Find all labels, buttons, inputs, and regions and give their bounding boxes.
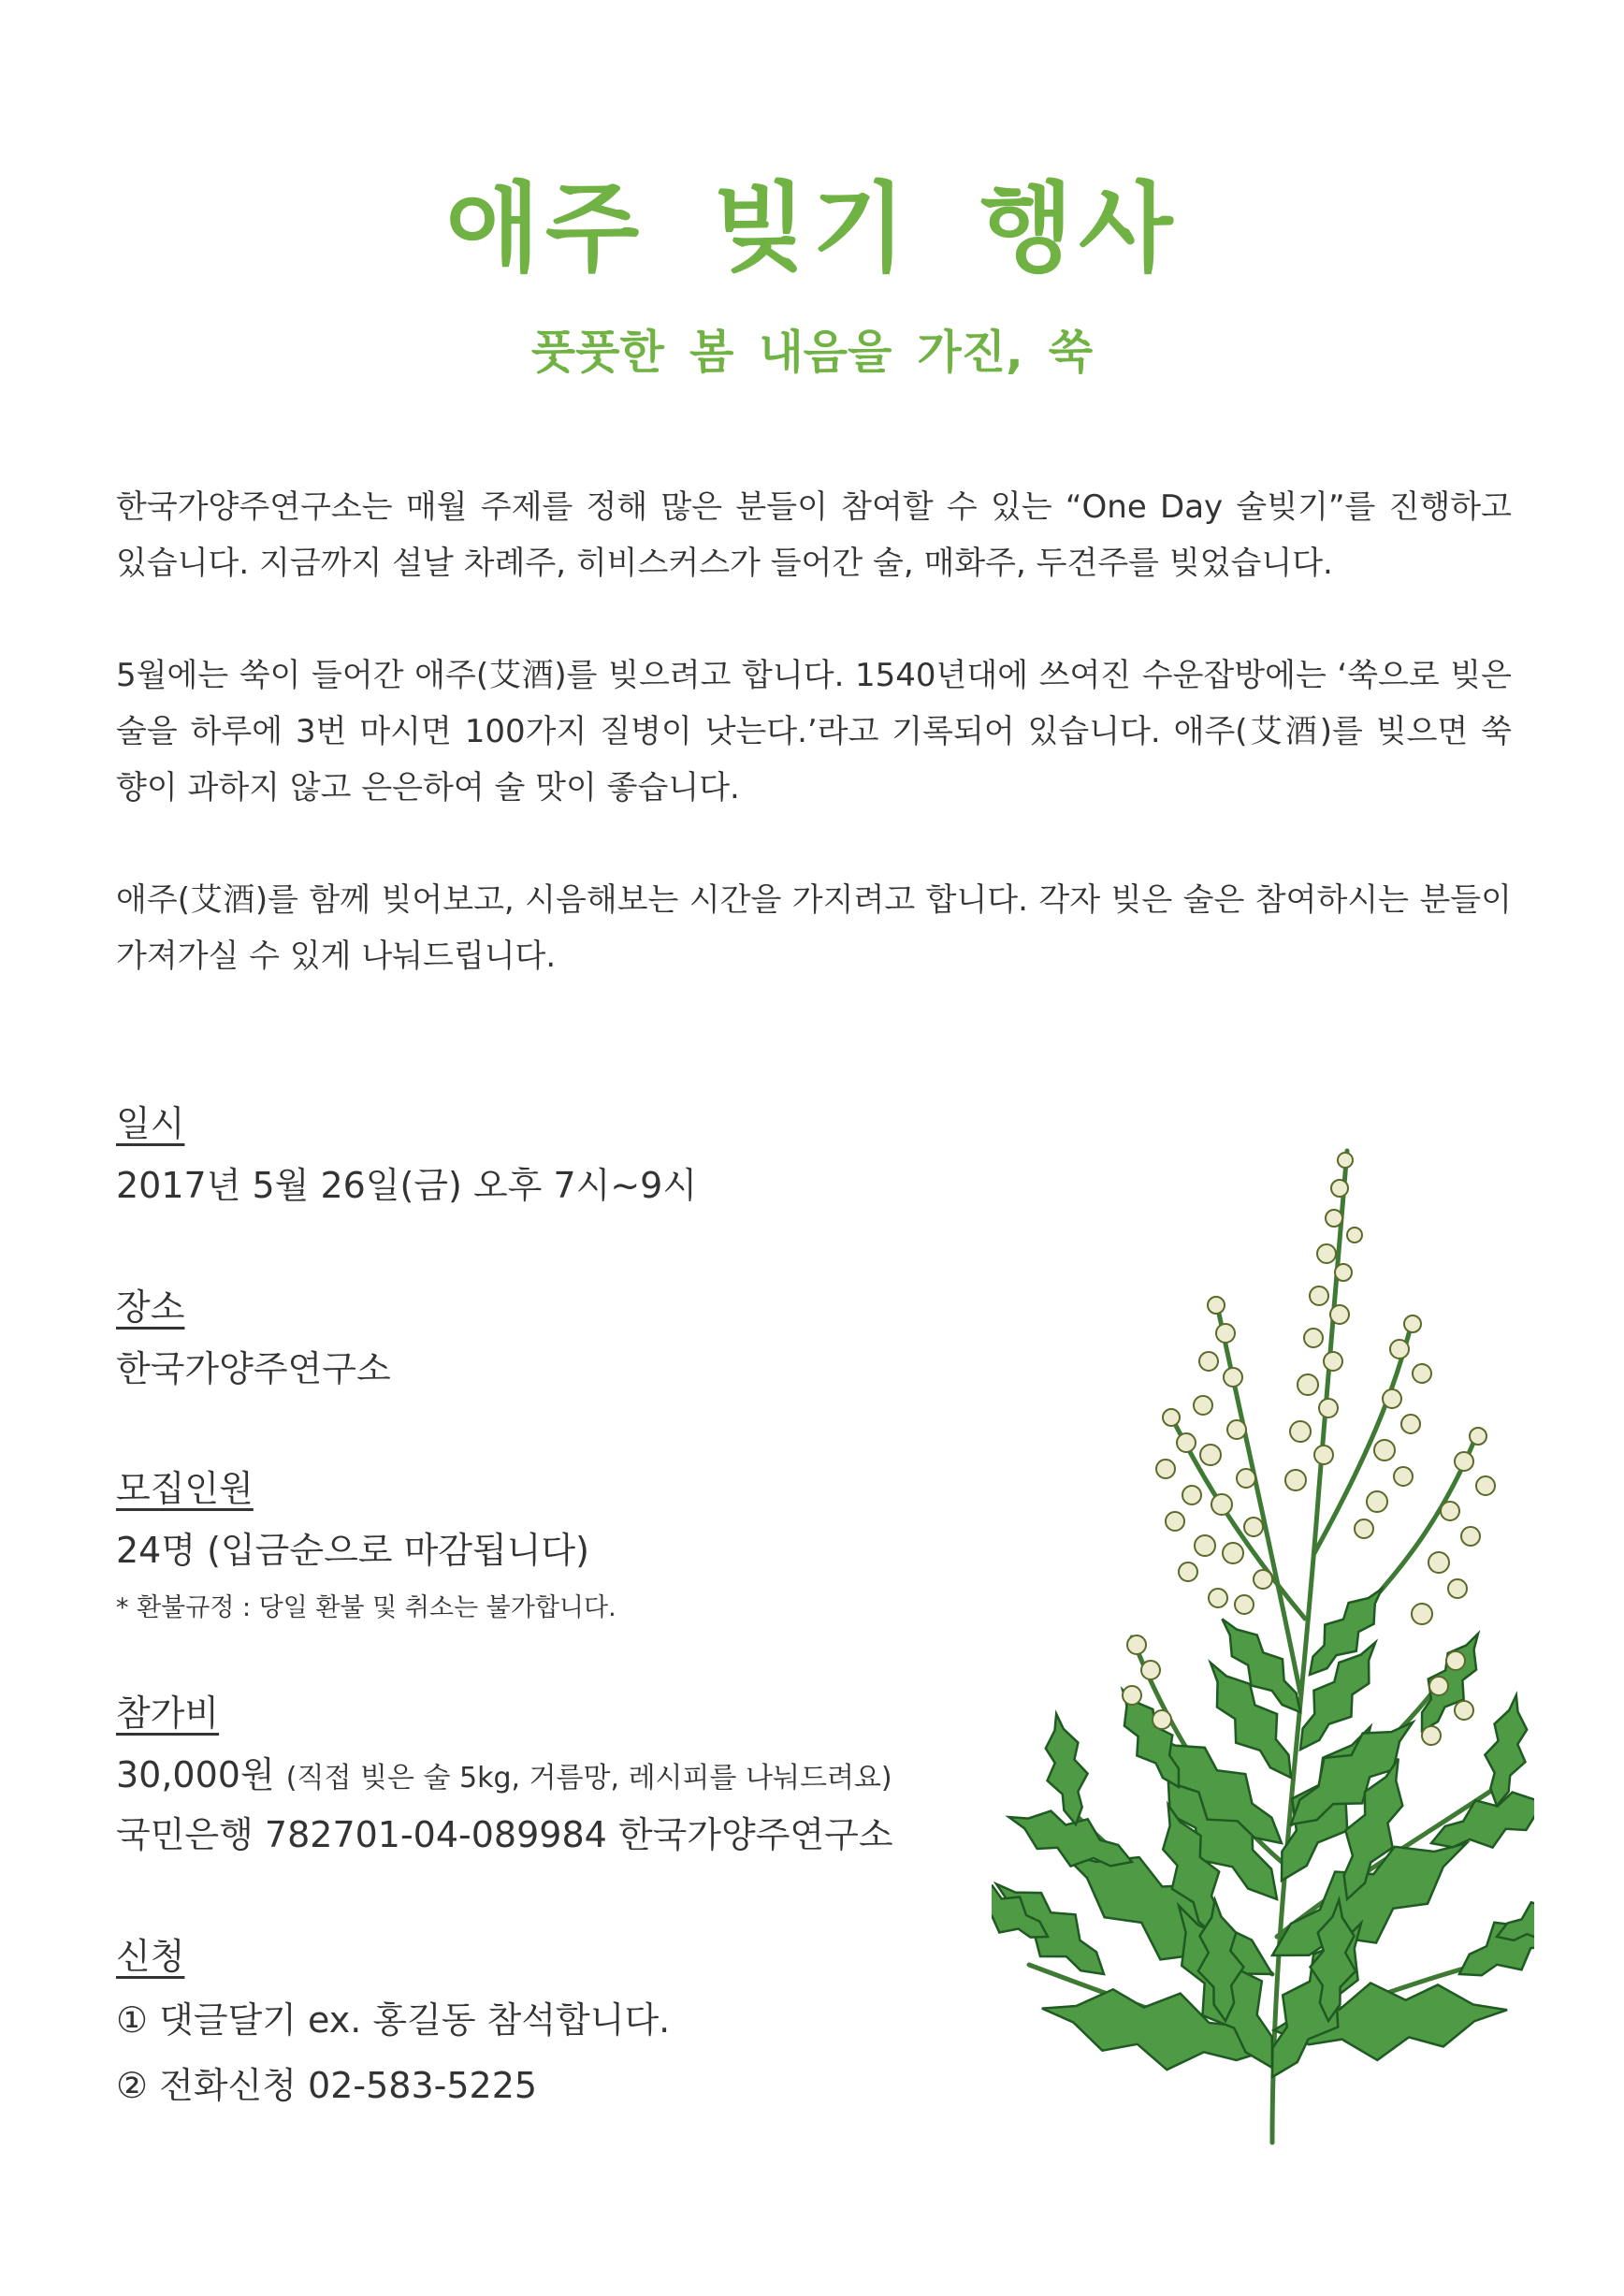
flower-bud [1298,1374,1318,1395]
flower-bud [1166,1512,1184,1531]
fee-heading: 참가비 [116,1693,220,1734]
flower-bud [1195,1535,1215,1556]
mugwort-illustration [992,1132,1534,2152]
flower-bud [1194,1396,1212,1415]
schedule-value: 2017년 5월 26일(금) 오후 7시~9시 [116,1165,698,1206]
refund-note: * 환불규정 : 당일 환불 및 취소는 불가합니다. [116,1593,616,1622]
apply-heading: 신청 [116,1936,185,1977]
fee-line [116,1746,892,1797]
leaf-shape [1404,1623,1496,1741]
flower-bud [1367,1491,1387,1512]
intro-paragraph: 애주(艾酒)를 함께 빚어보고, 시음해보는 시간을 가지려고 합니다. 각자 빚은 술은 참여하시는 분들이 가져가실 수 있게 나눠드립니다. [116,881,1512,975]
leaf-shape [1476,1692,1534,1809]
flower-bud [1331,1180,1348,1197]
flower-bud [1254,1570,1272,1589]
flower-bud [1374,1440,1395,1460]
flower-bud [1338,1153,1353,1168]
flower-bud [1156,1460,1175,1478]
flower-bud [1448,1579,1467,1598]
flower-bud [1235,1595,1254,1614]
flower-bud [1237,1469,1255,1488]
intro-text [116,479,1512,1040]
flower-bud [1461,1527,1480,1546]
flower-bud [1244,1518,1263,1536]
flower-bud [1163,1409,1180,1426]
apply-item-comment: ① 댓글달기 ex. 홍길동 참석합니다. [116,1999,671,2041]
flower-bud [1224,1368,1242,1387]
flower-bud [1347,1228,1362,1242]
flower-bud [1216,1324,1235,1343]
page-title: 애주 빚기 행사 [445,171,1179,285]
flower-bud [1429,1677,1448,1695]
flower-bud [1304,1329,1323,1347]
flower-bud [1199,1352,1218,1371]
flower-bud [1223,1543,1243,1563]
bank-account: 국민은행 782701-04-089984 한국가양주연구소 [116,1814,893,1855]
flower-bud [1422,1726,1441,1745]
leaf-shape [1037,1710,1096,1828]
flower-bud [1317,1244,1336,1263]
apply-item-phone: ② 전화신청 02-583-5225 [116,2065,538,2106]
page-subtitle: 풋풋한 봄 내음을 가진, 쑥 [530,326,1094,379]
recruit-value: 24명 (입금순으로 마감됩니다) [116,1530,589,1571]
flower-bud [1290,1421,1311,1442]
flower-bud [1285,1470,1306,1490]
flower-bud [1476,1476,1495,1495]
flower-bud [1123,1686,1141,1705]
flower-bud [1446,1651,1465,1670]
flower-bud [1455,1452,1473,1471]
flower-bud [1470,1428,1486,1445]
place-heading: 장소 [116,1286,185,1328]
flower-bud [1314,1446,1333,1464]
flower-bud [1355,1519,1373,1538]
flower-bud [1428,1552,1449,1573]
flower-bud [1227,1420,1246,1439]
flower-bud [1182,1486,1201,1504]
flower-bud [1200,1445,1221,1465]
flower-bud [1177,1433,1196,1452]
fee-amount: 30,000원 [116,1754,275,1795]
flower-bud [1326,1210,1342,1227]
flower-bud [1455,1701,1473,1720]
flower-bud [1209,1589,1227,1607]
intro-paragraph: 한국가양주연구소는 매월 주제를 정해 많은 분들이 참여할 수 있는 “One Day 술빚기”를 진행하고 있습니다. 지금까지 설날 차례주, 히비스커스가 들어간 술, 매화주, 두견주를 빚었습니다. [116,488,1512,582]
fee-detail: (직접 빚은 술 5kg, 거름망, 레시피를 나눠드려요) [285,1762,892,1795]
flower-bud [1413,1364,1431,1383]
flower-bud [1383,1389,1401,1408]
flower-bud [1211,1494,1232,1515]
flower-bud [1310,1286,1328,1305]
flower-bud [1319,1399,1338,1417]
intro-paragraph: 5월에는 쑥이 들어간 애주(艾酒)를 빚으려고 합니다. 1540년대에 쓰여진 수운잡방에는 ‘쑥으로 빚은 술을 하루에 3번 마시면 100가지 질병이 낫는다.’라고 기록되어 있습니다. 애주(艾酒)를 빚으면 쑥 향이 과하지 않고 은은하여 술 맛이 좋습니다. [116,657,1512,807]
recruit-heading: 모집인원 [116,1468,254,1509]
flower-bud [1335,1264,1352,1281]
flower-bud [1208,1297,1225,1314]
flower-bud [1390,1340,1409,1359]
place-value: 한국가양주연구소 [116,1348,391,1389]
flower-bud [1401,1415,1420,1433]
flower-bud [1441,1502,1459,1520]
flower-bud [1394,1467,1413,1486]
flower-bud [1141,1661,1160,1679]
flower-bud [1412,1604,1432,1624]
flower-bud [1324,1352,1342,1371]
leaf-shape [1445,1885,1534,1998]
flower-bud [1330,1305,1349,1324]
schedule-heading: 일시 [116,1103,185,1144]
flower-bud [1153,1710,1171,1729]
flower-bud [1404,1315,1421,1332]
flower-bud [1127,1635,1146,1654]
flower-bud [1179,1562,1197,1581]
